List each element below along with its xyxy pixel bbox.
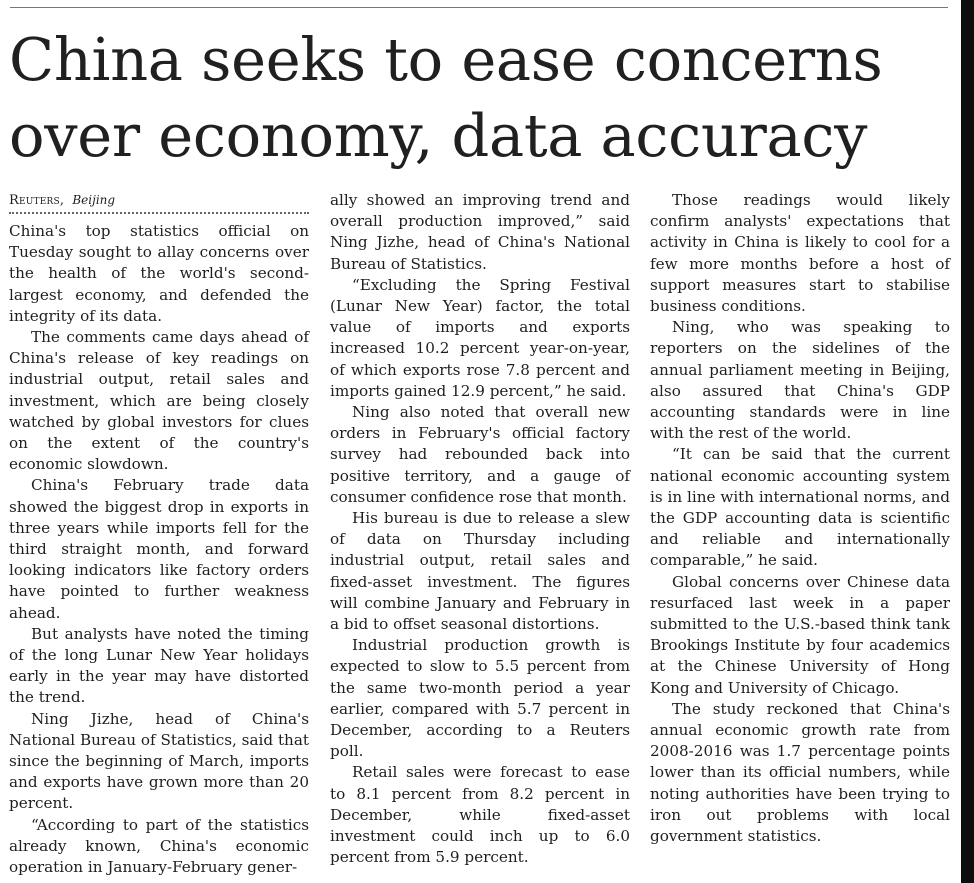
headline-line-1: China seeks to ease concerns: [9, 25, 883, 94]
article-paragraph: Ning Jizhe, head of China's National Bureau of Statistics, said that since the beginning of March, imports and exports have grown more than 20 percent.: [9, 709, 309, 813]
byline-agency: Reuters,: [9, 193, 65, 208]
article-paragraph: “According to part of the statistics already known, China's economic operation in January-February gener-: [9, 815, 309, 877]
article-column-1: [9, 188, 309, 878]
byline: [9, 188, 309, 212]
top-rule: [10, 7, 948, 8]
page-edge-shadow: [961, 0, 974, 883]
article-paragraph: The comments came days ahead of China's release of key readings on industrial output, retail sales and investment, which are being closely watched by global investors for clues on the extent of the country's economic slowdown.: [9, 328, 309, 474]
article-column-3: [650, 190, 950, 847]
headline: [9, 22, 955, 174]
article-paragraph: But analysts have noted the timing of the long Lunar New Year holidays early in the year may have distorted the trend.: [9, 624, 309, 707]
byline-place: Beijing: [72, 193, 116, 207]
article-paragraph: China's February trade data showed the biggest drop in exports in three years while imports fell for the third straight month, and forward looking indicators like factory orders have pointed to further weakness ahead.: [9, 476, 309, 622]
article-column-2: [330, 190, 630, 869]
article-paragraph-continued: ally showed an improving trend and overall production improved,” said Ning Jizhe, head of China's National Bureau of Statistics.: [330, 191, 630, 273]
headline-line-2: over economy, data accuracy: [9, 101, 868, 170]
article-paragraph: “Excluding the Spring Festival (Lunar New Year) factor, the total value of imports and exports increased 10.2 percent year-on-year, of which exports rose 7.8 percent and imports gained 12.9 percent,” he said.: [330, 275, 630, 400]
article-paragraph: Ning also noted that overall new orders in February's official factory survey had rebounded back into positive territory, and a gauge of consumer confidence rose that month.: [330, 403, 630, 506]
byline-divider: [9, 212, 309, 214]
article-paragraph: Industrial production growth is expected to slow to 5.5 percent from the same two-month period a year earlier, compared with 5.7 percent in December, according to a Reuters poll.: [330, 636, 630, 761]
article-paragraph: Those readings would likely confirm analysts' expectations that activity in China is likely to cool for a few more months before a host of support measures start to stabilise business conditions.: [650, 191, 950, 316]
article-paragraph: Retail sales were forecast to ease to 8.1 percent from 8.2 percent in December, while fixed-asset investment could inch up to 6.0 percent from 5.9 percent.: [330, 763, 630, 867]
article-paragraph: His bureau is due to release a slew of data on Thursday including industrial output, retail sales and fixed-asset investment. The figures will combine January and February in a bid to offset seasonal distortions.: [330, 509, 630, 634]
article-paragraph: Global concerns over Chinese data resurfaced last week in a paper submitted to the U.S.-based think tank Brookings Institute by four academics at the Chinese University of Hong Kong and University of Chicago.: [650, 572, 950, 697]
article-paragraph: China's top statistics official on Tuesday sought to allay concerns over the health of the world's second-largest economy, and defended the integrity of its data.: [9, 222, 309, 325]
article-paragraph: The study reckoned that China's annual economic growth rate from 2008-2016 was 1.7 percentage points lower than its official numbers, while noting authorities have been trying to iron out problems with local government statistics.: [650, 699, 950, 846]
article-paragraph: Ning, who was speaking to reporters on the sidelines of the annual parliament meeting in Beijing, also assured that China's GDP accounting standards were in line with the rest of the world.: [650, 318, 950, 443]
article-paragraph: “It can be said that the current national economic accounting system is in line with international norms, and the GDP accounting data is scientific and reliable and internationally comparable,” he said.: [650, 445, 950, 570]
